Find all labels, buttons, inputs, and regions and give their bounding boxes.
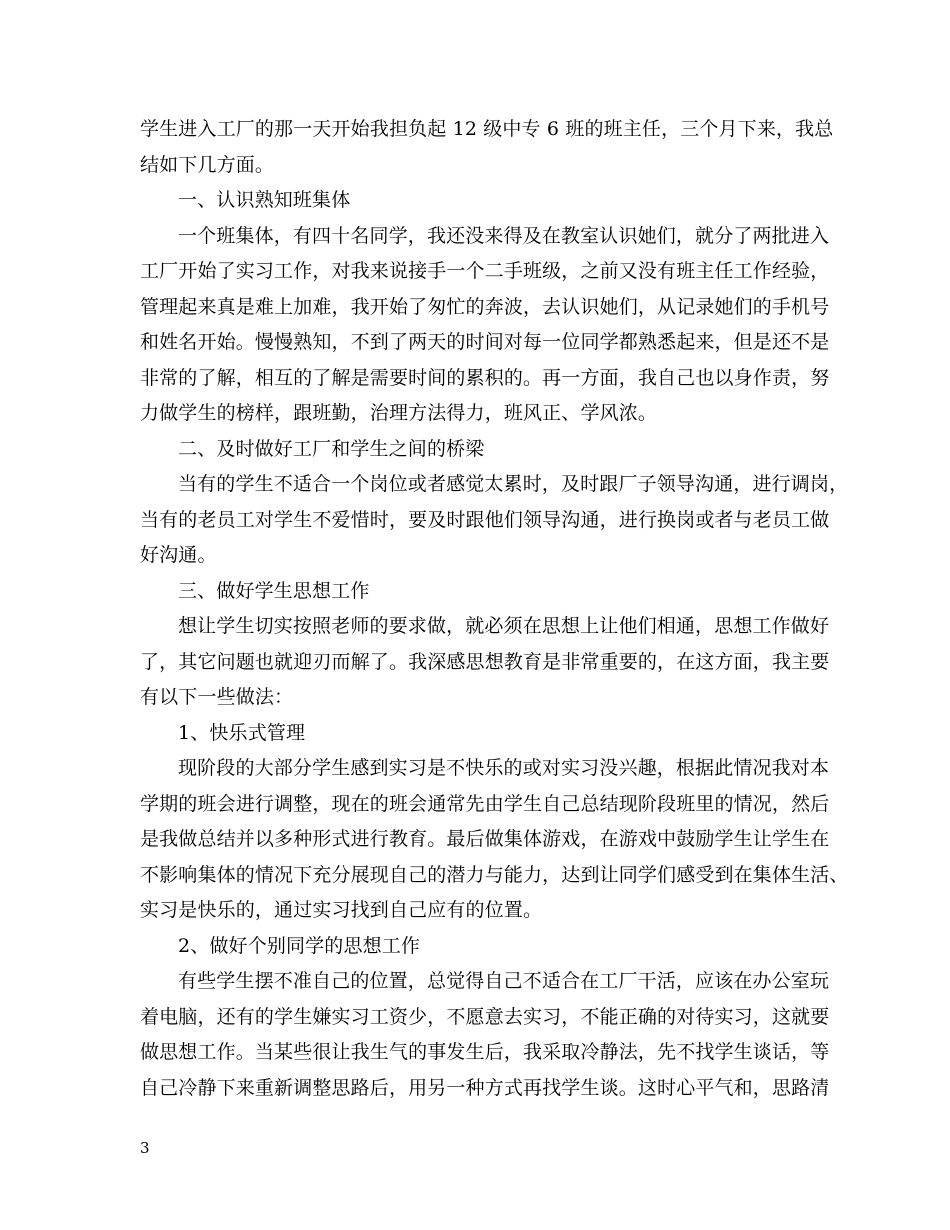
- text-line: 当有的老员工对学生不爱惜时，要及时跟他们领导沟通，进行换岗或者与老员工做: [140, 508, 830, 531]
- text-line: 着电脑，还有的学生嫌实习工资少，不愿意去实习，不能正确的对待实习，这就要: [140, 1005, 830, 1028]
- text-line: 了，其它问题也就迎刃而解了。我深感思想教育是非常重要的，在这方面，我主要: [140, 650, 830, 673]
- text-line: 一个班集体，有四十名同学，我还没来得及在教室认识她们，就分了两批进入: [178, 224, 830, 247]
- text-line: 当有的学生不适合一个岗位或者感觉太累时，及时跟厂子领导沟通，进行调岗，: [178, 473, 849, 495]
- section-heading: 三、做好学生思想工作: [178, 579, 370, 602]
- text-line: 不影响集体的情况下充分展现自己的潜力与能力，达到让同学们感受到在集体生活、: [140, 863, 849, 886]
- text-line: 非常的了解，相互的了解是需要时间的累积的。再一方面，我自己也以身作责，努: [140, 366, 830, 389]
- text-line: 好沟通。: [140, 544, 217, 566]
- text-line: 学期的班会进行调整，现在的班会通常先由学生自己总结现阶段班里的情况，然后: [140, 792, 830, 815]
- subsection-heading: 1、快乐式管理: [178, 721, 306, 744]
- text-line: 想让学生切实按照老师的要求做，就必须在思想上让他们相通，思想工作做好: [178, 615, 830, 637]
- section-heading: 一、认识熟知班集体: [178, 189, 351, 211]
- text-line: 实习是快乐的，通过实习找到自己应有的位置。: [140, 899, 543, 921]
- subsection-heading: 2、做好个别同学的思想工作: [178, 934, 421, 957]
- text-line: 学生进入工厂的那一天开始我担负起 12 级中专 6 班的班主任，三个月下来，我总: [140, 118, 834, 140]
- text-line: 做思想工作。当某些很让我生气的事发生后，我采取冷静法，先不找学生谈话，等: [140, 1041, 830, 1063]
- text-line: 自己冷静下来重新调整思路后，用另一种方式再找学生谈。这时心平气和，思路清: [140, 1076, 830, 1099]
- text-line: 力做学生的榜样，跟班勤，治理方法得力，班风正、学风浓。: [140, 402, 658, 424]
- text-line: 工厂开始了实习工作，对我来说接手一个二手班级，之前又没有班主任工作经验，: [140, 260, 830, 282]
- text-line: 有以下一些做法：: [140, 686, 294, 708]
- text-line: 结如下几方面。: [140, 153, 275, 176]
- text-line: 管理起来真是难上加难，我开始了匆忙的奔波，去认识她们，从记录她们的手机号: [140, 295, 830, 318]
- text-line: 是我做总结并以多种形式进行教育。最后做集体游戏，在游戏中鼓励学生让学生在: [140, 828, 830, 850]
- text-line: 有些学生摆不准自己的位置，总觉得自己不适合在工厂干活，应该在办公室玩: [178, 970, 830, 992]
- section-heading: 二、及时做好工厂和学生之间的桥梁: [178, 437, 485, 460]
- text-line: 和姓名开始。慢慢熟知，不到了两天的时间对每一位同学都熟悉起来，但是还不是: [140, 331, 830, 353]
- body-text: [140, 112, 849, 1106]
- page-number: 3: [140, 1139, 150, 1157]
- text-line: 现阶段的大部分学生感到实习是不快乐的或对实习没兴趣，根据此情况我对本: [178, 757, 830, 779]
